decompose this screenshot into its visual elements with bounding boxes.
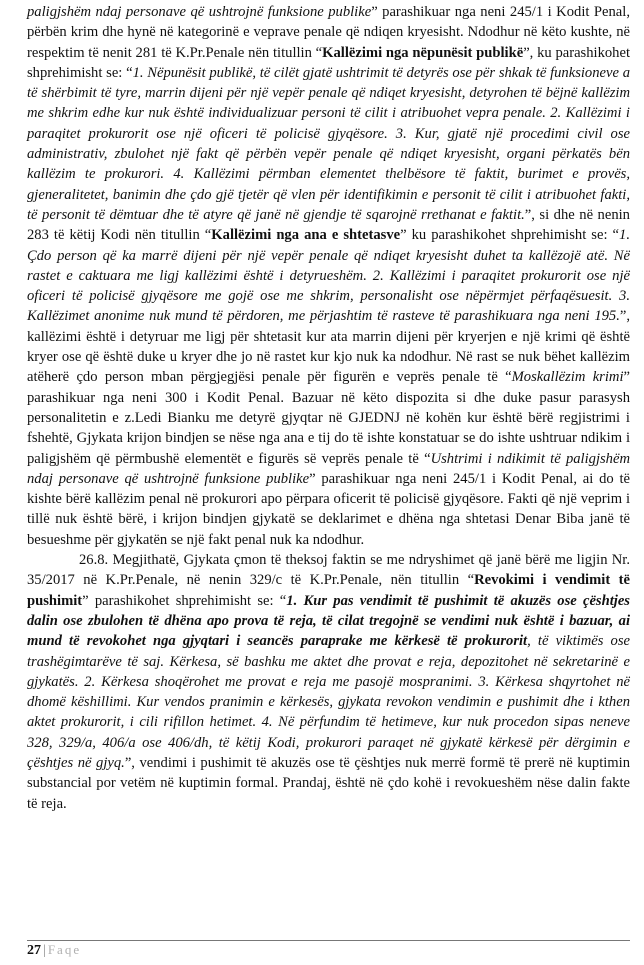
text: ” parashikuar nga neni 300 i Kodit Penal. Bazuar në këto dispozita si dhe duke pasur parasysh personalitetin e z.Ledi Bianku me detyrë gjyqtar në GJEDNJ në kohën kur është bërë regjistrimi i fshehtë, Gjykata krijon bindjen se nëse nga ana e tij do të ishte konstatuar se do ishte ushtruar ndikim i paligjshëm që përmbushë elementët e figurës së veprës penale të “: [27, 369, 630, 467]
page-label: Faqe: [47, 942, 82, 957]
paragraph-26-8: [27, 550, 630, 814]
text: ” parashikuar nga neni 245/1 i Kodit Penal, ai do të kishte bërë kallëzim penal në prokurori apo përpara oficerit të policisë gjyqësore. Fakti që një veprim i tillë nuk është bërë, i krijon bindjen gjykatë se deklarimet e dhëna nga shtetasi Denar Biba janë të besueshme për gjykatën se një fakt penal nuk ka ndodhur.: [27, 470, 630, 548]
quote-article-281: 1. Nëpunësit publikë, të cilët gjatë ushtrimit të detyrës ose për shkak të funksioneve a të shërbimit të tyre, marrin dijeni për një vepër penale që ndiqet kryesisht, detyrohen të bëjnë kallëzim me shkrim edhe kur nuk është individualizuar personi të cilit i atribuohet vepra penale. 2. Kallëzimi i paraqitet prokurorit ose një oficeri të policisë gjyqësore. 3. Kur, gjatë një procedimi civil ose administrativ, zbulohet një fakt që përbën vepër penale që ndiqet kryesisht, organi përkatës bën kallëzim te prokurori. 4. Kallëzimi përmban elementet thelbësore të faktit, burimet e provës, gjeneralitetet, banimin dhe çdo gjë tjetër që vlen për identifikimin e personit të cilit i atribuohet fakti, të personit të dëmtuar dhe të atyre që janë në gjendje të sqarojnë rrethanat e faktit.: [27, 64, 630, 223]
text: ” parashikuar nga neni 245/1 i Kodit Penal, përbën krim dhe hynë në kategorinë e veprave penale që ndiqen kryesisht. Ndodhur në këto kushte, në respektim të nenit 281 të K.Pr.Penale nën titullin “: [27, 4, 630, 61]
text-bold: Revokimi i vendimit të pushimit: [27, 572, 630, 609]
text: 26.8. Megjithatë, Gjykata çmon të theksoj faktin se me ndryshimet që janë bërë me ligjin Nr. 35/2017 në K.Pr.Penale, në nenin 329/c të K.Pr.Penale, nën titullin “: [27, 552, 630, 589]
quote-bold-italic: 1. Kur pas vendimit të pushimit të akuzës ose çështjes dalin ose zbulohen të dhëna apo prova të reja, të cilat tregojnë se vendimi nuk është i bazuar, ai mund të revokohet nga gjyqtari i seancës paraprake me kërkesë të prokurorit: [27, 592, 630, 650]
footer-separator: |: [43, 943, 46, 958]
page-number: 27: [27, 943, 41, 958]
text: ”, kallëzimi është i detyruar me ligj për shtetasit kur ata marrin dijeni për kryerjen e një krimi që është kryer ose që është duke u kryer dhe jo në rastet kur kjo nuk ka ndodhur. Në rast se nuk bëhet kallëzim atëherë çdo person mban përgjegjësi penale për figurën e veprës penale të “: [27, 308, 630, 386]
quote-article-329c: , të viktimës ose trashëgimtarëve të saj. Kërkesa, së bashku me aktet dhe provat e reja, depozitohet në sekretarinë e gjykatës. 2. Kërkesa shoqërohet me provat e reja me pasojë mospranimi. 3. Kërkesa shqyrtohet në dhomë këshillimi. Kur vendos pranimin e kërkesës, gjykata revokon vendimin e pushimit dhe i kthen aktet prokurorit, i cili rifillon hetimet. 4. Në përfundim të hetimeve, kur nuk procedon sipas neneve 328, 329/a, 406/a ose 406/dh, të këtij Kodi, prokurori paraqet në gjykatë kërkesë për dërgimin e çështjes në gjyq.: [27, 633, 630, 771]
text-bold: Kallëzimi nga nëpunësit publikë: [322, 44, 524, 61]
text-italic: Ushtrimi i ndikimit të paligjshëm ndaj personave që ushtrojnë funksione publike: [27, 450, 630, 487]
quote-article-283: 1. Çdo person që ka marrë dijeni për një vepër penale që ndiqet kryesisht duhet ta kallëzojë atë. Në rastet e caktuara me ligj kallëzimi është i detyrueshëm. 2. Kallëzimi i paraqitet prokurorit ose një oficeri të policisë gjyqësore me gojë ose me shkrim, personalisht ose nëpërmjet përfaqësuesit. 3. Kallëzimet anonime nuk mund të përdoren, me përjashtim të rasteve të parashikuara nga neni 195.: [27, 227, 630, 325]
text: ”, vendimi i pushimit të akuzës ose të çështjes nuk merrë formë të prerë në kuptimin substancial por vetëm në kuptimin formal. Prandaj, është në çdo kohë i revokueshëm nëse dalin fakte të reja.: [27, 754, 631, 812]
text-italic: paligjshëm ndaj personave që ushtrojnë funksione publike: [27, 4, 372, 20]
text-italic: Moskallëzim krimi: [511, 369, 624, 386]
page-footer: [27, 940, 630, 959]
paragraph-continuation: [27, 2, 630, 550]
text: ” ku parashikohet shprehimisht se: “: [400, 227, 620, 244]
text: ”, si dhe në nenin 283 të këtij Kodi nën titullin “: [27, 206, 630, 244]
text-bold: Kallëzimi nga ana e shtetasve: [211, 227, 401, 244]
text: ”, ku parashikohet shprehimisht se: “: [27, 44, 631, 81]
text: ” parashikohet shprehimisht se: “: [82, 592, 287, 609]
